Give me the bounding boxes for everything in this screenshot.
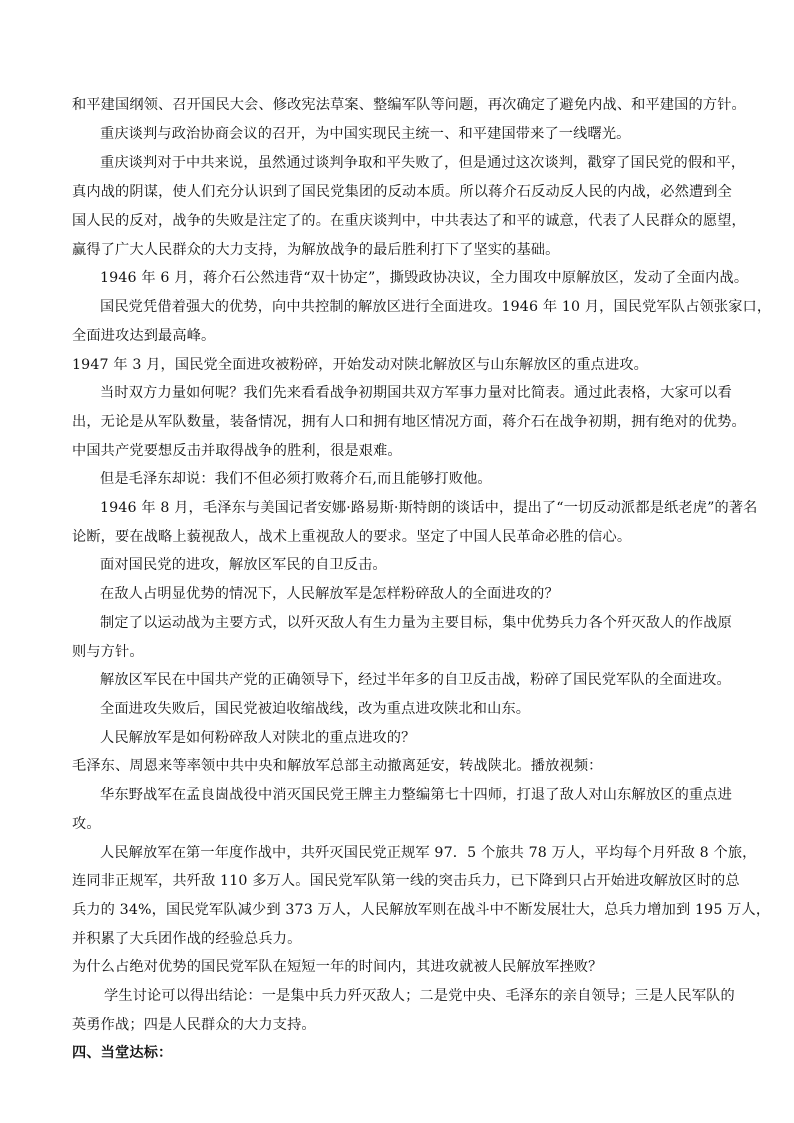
text-line: 攻。 — [72, 816, 101, 832]
text-line: 重庆谈判对于中共来说，虽然通过谈判争取和平失败了，但是通过这次谈判，戳穿了国民党的假和平， — [100, 155, 746, 171]
text-line: 真内战的阴谋，使人们充分认识到了国民党集团的反动本质。所以蒋介石反动反人民的内战，必然遭到全 — [72, 184, 732, 200]
text-line: 出，无论是从军队数量，装备情况，拥有人口和拥有地区情况方面，蒋介石在战争初期，拥有绝对的优势。 — [72, 414, 746, 430]
section-heading: 四、当堂达标： — [72, 1045, 173, 1061]
text-line: 赢得了广大人民群众的大力支持，为解放战争的最后胜利打下了坚实的基础。 — [72, 242, 560, 258]
text-line: 人民解放军是如何粉碎敌人对陕北的重点进攻的？ — [100, 730, 416, 746]
text-line: 毛泽东、周恩来等率领中共中央和解放军总部主动撤离延安，转战陕北。播放视频： — [72, 758, 603, 774]
text-line: 面对国民党的进攻，解放区军民的自卫反击。 — [100, 557, 387, 573]
text-line: 1947 年 3 月，国民党全面进攻被粉碎，开始发动对陕北解放区与山东解放区的重点进攻。 — [72, 357, 649, 373]
text-line: 则与方针。 — [72, 644, 144, 660]
text-line: 论断，要在战略上藐视敌人，战术上重视敌人的要求。坚定了中国人民革命必胜的信心。 — [72, 529, 632, 545]
text-line: 重庆谈判与政治协商会议的召开，为中国实现民主统一、和平建国带来了一线曙光。 — [100, 126, 631, 142]
text-line: 1946 年 8 月，毛泽东与美国记者安娜·路易斯·斯特朗的谈话中，提出了“一切反动派都是纸老虎”的著名 — [100, 500, 758, 516]
text-line: 并积累了大兵团作战的经验总兵力。 — [72, 931, 302, 947]
text-line: 国人民的反对，战争的失败是注定了的。在重庆谈判中，中共表达了和平的诚意，代表了人民群众的愿望， — [72, 213, 746, 229]
text-line: 人民解放军在第一年度作战中，共歼灭国民党正规军 97．5 个旅共 78 万人，平均每个月歼敌 8 个旅， — [100, 845, 757, 861]
text-line: 在敌人占明显优势的情况下，人民解放军是怎样粉碎敌人的全面进攻的？ — [100, 586, 559, 602]
text-line: 国民党凭借着强大的优势，向中共控制的解放区进行全面进攻。1946 年 10 月，国民党军队占领张家口， — [100, 299, 772, 315]
text-line: 全面进攻达到最高峰。 — [72, 328, 216, 344]
text-line: 当时双方力量如何呢？我们先来看看战争初期国共双方军事力量对比简表。通过此表格，大家可以看 — [100, 385, 732, 401]
text-line: 但是毛泽东却说：我们不但必须打败蒋介石,而且能够打败他。 — [100, 471, 492, 487]
text-line: 学生讨论可以得出结论：一是集中兵力歼灭敌人；二是党中央、毛泽东的亲自领导；三是人民军队的 — [104, 988, 735, 1004]
text-line: 全面进攻失败后，国民党被迫收缩战线，改为重点进攻陕北和山东。 — [100, 701, 531, 717]
text-line: 连同非正规军，共歼敌 110 多万人。国民党军队第一线的突击兵力，已下降到只占开始进攻解放区时的总 — [72, 873, 740, 889]
text-line: 兵力的 34%，国民党军队减少到 373 万人，人民解放军则在战斗中不断发展壮大，总兵力增加到 195 万人， — [72, 902, 771, 918]
text-line: 制定了以运动战为主要方式，以歼灭敌人有生力量为主要目标，集中优势兵力各个歼灭敌人的作战原 — [100, 615, 732, 631]
text-line: 为什么占绝对优势的国民党军队在短短一年的时间内，其进攻就被人民解放军挫败？ — [72, 959, 603, 975]
text-line: 解放区军民在中国共产党的正确领导下，经过半年多的自卫反击战，粉碎了国民党军队的全面进攻。 — [100, 672, 731, 688]
text-line: 英勇作战；四是人民群众的大力支持。 — [72, 1017, 316, 1033]
text-line: 1946 年 6 月，蒋介石公然违背“双十协定”，撕毁政协决议，全力围攻中原解放区，发动了全面内战。 — [100, 270, 749, 286]
text-line: 和平建国纲领、召开国民大会、修改宪法草案、整编军队等问题，再次确定了避免内战、和平建国的方针。 — [72, 97, 746, 113]
text-line: 华东野战军在孟良崮战役中消灭国民党王牌主力整编第七十四师，打退了敌人对山东解放区的重点进 — [100, 787, 732, 803]
text-line: 中国共产党要想反击并取得战争的胜利，很是艰难。 — [72, 443, 402, 459]
